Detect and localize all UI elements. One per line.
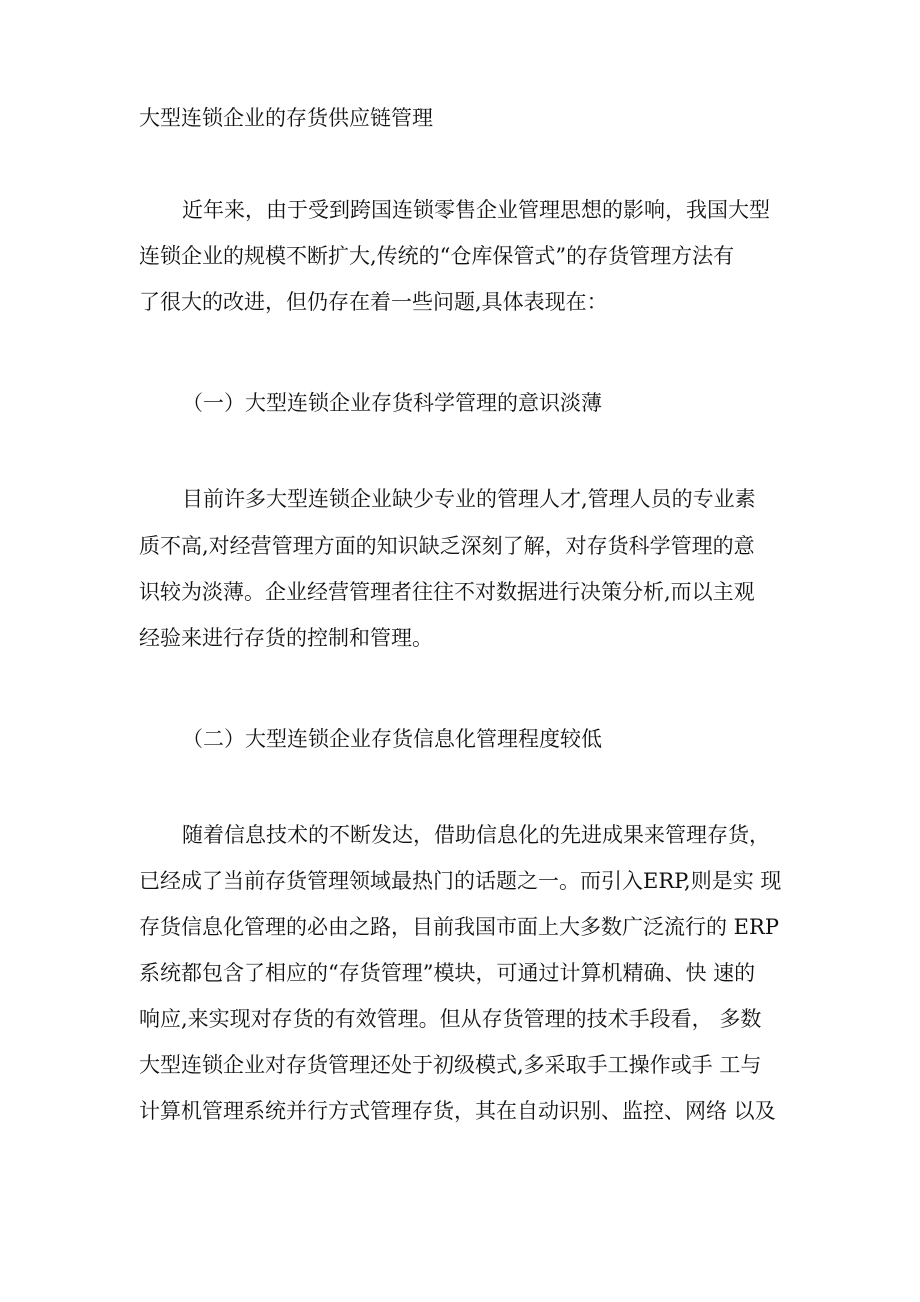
section2-line-1: 随着信息技术的不断发达，借助信息化的先进成果来管理存货， <box>182 823 770 847</box>
section1-line-2: 质不高,对经营管理方面的知识缺乏深刻了解，对存货科学管理的意 <box>139 534 755 558</box>
document-title: 大型连锁企业的存货供应链管理 <box>139 106 433 130</box>
intro-line-3: 了很大的改进，但仍存在着一些问题,具体表现在： <box>139 290 608 314</box>
section2-line-3: 存货信息化管理的必由之路，目前我国市面上大多数广泛流行的 ERP <box>139 915 779 939</box>
section2-line-2: 已经成了当前存货管理领域最热门的话题之一。而引入ERP,则是实 现 <box>139 869 782 893</box>
section1-heading: （一）大型连锁企业存货科学管理的意识淡薄 <box>182 391 602 415</box>
intro-line-1: 近年来，由于受到跨国连锁零售企业管理思想的影响，我国大型 <box>182 198 770 222</box>
section1-line-4: 经验来进行存货的控制和管理。 <box>139 626 433 650</box>
section1-line-3: 识较为淡薄。企业经营管理者往往不对数据进行决策分析,而以主观 <box>139 580 755 604</box>
section2-line-4: 系统都包含了相应的“存货管理”模块，可通过计算机精确、快 速的 <box>139 961 756 985</box>
section2-heading: （二）大型连锁企业存货信息化管理程度较低 <box>182 727 602 751</box>
intro-line-2: 连锁企业的规模不断扩大,传统的“仓库保管式”的存货管理方法有 <box>139 244 735 268</box>
section2-line-7: 计算机管理系统并行方式管理存货，其在自动识别、监控、网络 以及 <box>139 1099 776 1123</box>
section1-line-1: 目前许多大型连锁企业缺少专业的管理人才,管理人员的专业素 <box>182 487 756 511</box>
section2-line-5: 响应,来实现对存货的有效管理。但从存货管理的技术手段看， 多数 <box>139 1007 762 1031</box>
section2-line-6: 大型连锁企业对存货管理还处于初级模式,多采取手工操作或手 工与 <box>139 1053 762 1077</box>
